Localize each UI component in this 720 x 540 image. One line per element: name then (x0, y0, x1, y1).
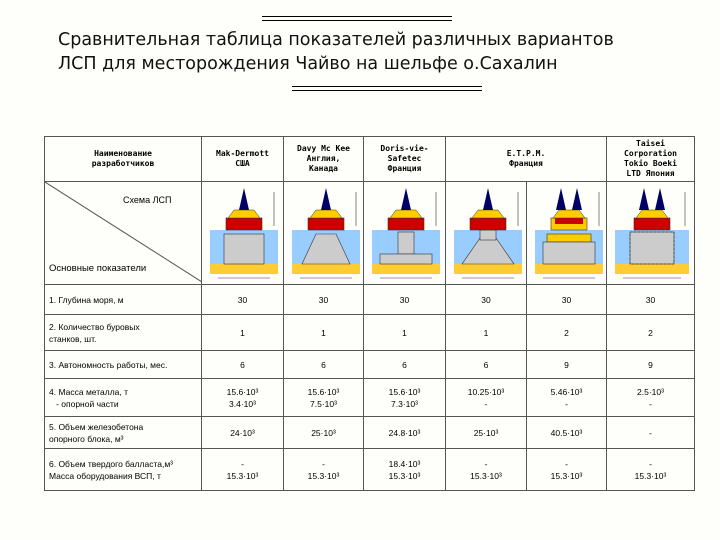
cell-value: 1 (240, 327, 245, 338)
platform-schematic-icon (204, 182, 284, 282)
cell-value: 15.6·10³ (226, 386, 259, 397)
cell-value: 10.25·10³ (467, 386, 505, 397)
cell-value: 1 (321, 327, 326, 338)
cell-value: 15.3·10³ (307, 470, 340, 481)
row-label-line-1: 1. Глубина моря, м (49, 294, 124, 305)
cell-value: 30 (237, 294, 248, 305)
header-name-line-1: Наименование (94, 149, 152, 158)
table-row (45, 315, 695, 351)
cell-value: 30 (561, 294, 572, 305)
cell-value: 5.46·10³ (550, 386, 583, 397)
cell-value: - (484, 398, 488, 409)
table-row (45, 285, 695, 315)
table-cell (284, 351, 364, 379)
cell-value: 9 (564, 359, 569, 370)
developer-2-line-2: Англия, (306, 154, 341, 163)
cell-value: - (484, 458, 488, 469)
page-title (58, 28, 708, 76)
cell-value: - (649, 458, 652, 469)
platform-schematic-icon (448, 182, 528, 282)
table-cell (607, 285, 695, 315)
row-label-2 (45, 315, 202, 351)
table-cell (202, 417, 284, 449)
table-cell (202, 285, 284, 315)
developer-3-line-3: Франция (387, 164, 422, 173)
developer-2-line-3: Канада (309, 164, 338, 173)
table-cell (446, 449, 527, 491)
page-title-line-2: ЛСП для месторождения Чайво на шельфе о.Сахалин (58, 54, 558, 74)
table-cell (364, 315, 446, 351)
table-cell (446, 417, 527, 449)
table-cell (527, 417, 607, 449)
row-label-line-1: 6. Объем твердого балласта,м³ (49, 458, 174, 469)
cell-value: 7.3·10³ (391, 398, 418, 409)
main-indicators-label: Основные показатели (49, 263, 147, 274)
table-cell (446, 285, 527, 315)
table-cell (284, 417, 364, 449)
table-row (45, 449, 695, 491)
schema-picture-6 (607, 182, 695, 285)
header-developer-3 (364, 137, 446, 182)
developer-5-line-3: Tokio Boeki (624, 159, 677, 168)
header-row (45, 137, 695, 182)
page-title-line-1: Сравнительная таблица показателей различных вариантов (58, 30, 614, 50)
title-rule-top-2 (262, 20, 452, 21)
cell-value: 6 (402, 359, 407, 370)
row-label-line-2: Масса оборудования ВСП, т (49, 470, 161, 481)
schema-picture-4 (446, 182, 527, 285)
table-cell (527, 315, 607, 351)
developer-1-line-1: Mak-Dermott (216, 149, 269, 158)
cell-value: - (649, 398, 652, 409)
cell-value: 25·10³ (473, 427, 499, 438)
row-label-line-1: 4. Масса металла, т (49, 386, 129, 397)
cell-value: 15.3·10³ (634, 470, 667, 481)
cell-value: 15.3·10³ (226, 470, 259, 481)
platform-schematic-icon (366, 182, 446, 282)
cell-value: 1 (402, 327, 407, 338)
title-rule-bottom-1 (292, 86, 482, 87)
cell-value: - (241, 458, 244, 469)
table-row (45, 417, 695, 449)
cell-value: 24.8·10³ (388, 427, 421, 438)
table-row (45, 379, 695, 417)
row-label-6 (45, 449, 202, 491)
schema-label-cell (45, 182, 202, 285)
header-developer-2 (284, 137, 364, 182)
table-row (45, 351, 695, 379)
cell-value: 30 (399, 294, 410, 305)
table-cell (364, 449, 446, 491)
table-cell (202, 449, 284, 491)
cell-value: 15.6·10³ (388, 386, 421, 397)
table-cell (364, 285, 446, 315)
cell-value: 6 (321, 359, 326, 370)
cell-value: 30 (481, 294, 491, 305)
cell-value: 30 (645, 294, 656, 305)
platform-schematic-icon (286, 182, 366, 282)
header-name-cell (45, 137, 202, 182)
table-cell (607, 379, 695, 417)
cell-value: 1 (483, 327, 489, 338)
table-cell (527, 351, 607, 379)
cell-value: 2.5·10³ (637, 386, 664, 397)
developer-5-line-4: LTD Япония (626, 169, 675, 178)
table-cell (202, 351, 284, 379)
cell-value: 2 (564, 327, 569, 338)
developer-4-line-1: E.T.P.M. (506, 149, 546, 158)
title-rule-bottom-2 (292, 90, 482, 91)
cell-value: 30 (318, 294, 329, 305)
table-cell (284, 285, 364, 315)
row-label-line-2: станков, шт. (49, 333, 97, 344)
developer-2-line-1: Davy Mc Kee (297, 144, 350, 153)
header-developer-5 (607, 137, 695, 182)
schema-row (45, 182, 695, 285)
title-rule-top-1 (262, 16, 452, 17)
table-cell (284, 379, 364, 417)
row-label-1 (45, 285, 202, 315)
cell-value: 25·10³ (311, 427, 336, 438)
table-cell (607, 449, 695, 491)
cell-value: 15.3·10³ (388, 470, 421, 481)
platform-schematic-icon (609, 182, 695, 282)
row-label-5 (45, 417, 202, 449)
developer-4-line-2: Франция (509, 159, 543, 168)
row-label-3 (45, 351, 202, 379)
row-label-line-1: 2. Количество буровых (49, 321, 140, 332)
cell-value: - (649, 427, 652, 438)
table-cell (527, 285, 607, 315)
row-label-line-1: 3. Автономность работы, мес. (49, 359, 168, 370)
schema-label: Схема ЛСП (123, 195, 172, 205)
table-cell (527, 449, 607, 491)
table-cell (446, 315, 527, 351)
table-cell (607, 351, 695, 379)
table-cell (284, 449, 364, 491)
cell-value: 24·10³ (230, 427, 255, 438)
schema-picture-3 (364, 182, 446, 285)
row-label-4 (45, 379, 202, 417)
schema-picture-5 (527, 182, 607, 285)
cell-value: - (565, 458, 568, 469)
cell-value: 18.4·10³ (388, 458, 421, 469)
row-label-line-2: опорного блока, м³ (49, 433, 124, 444)
cell-value: 9 (648, 359, 653, 370)
table-cell (446, 379, 527, 417)
developer-1-line-2: США (235, 159, 250, 168)
developer-5-line-1: Taisei (636, 139, 665, 148)
cell-value: 15.6·10³ (307, 386, 340, 397)
table-cell (284, 315, 364, 351)
platform-schematic-icon (529, 182, 609, 282)
cell-value: 6 (483, 359, 489, 370)
row-label-line-1: 5. Объем железобетона (49, 421, 144, 432)
table-cell (364, 351, 446, 379)
developer-3-line-2: Safetec (387, 154, 422, 163)
cell-value: 40.5·10³ (550, 427, 583, 438)
cell-value: 15.3·10³ (470, 470, 502, 481)
table-cell (446, 351, 527, 379)
header-name-line-2: разработчиков (91, 159, 155, 168)
cell-value: - (565, 398, 568, 409)
table-cell (607, 417, 695, 449)
cell-value: 6 (240, 359, 245, 370)
table-cell (364, 379, 446, 417)
schema-picture-1 (202, 182, 284, 285)
table-cell (202, 379, 284, 417)
developer-3-line-1: Doris-vie- (380, 144, 429, 153)
row-label-line-2: - опорной части (49, 398, 119, 409)
header-developer-4 (446, 137, 607, 182)
cell-value: 2 (648, 327, 653, 338)
developer-5-line-2: Corporation (624, 149, 677, 158)
table-cell (364, 417, 446, 449)
comparison-table (44, 136, 695, 491)
table-cell (202, 315, 284, 351)
cell-value: 3.4·10³ (229, 398, 256, 409)
table-cell (607, 315, 695, 351)
schema-picture-2 (284, 182, 364, 285)
cell-value: - (322, 458, 325, 469)
header-developer-1 (202, 137, 284, 182)
cell-value: 15.3·10³ (550, 470, 583, 481)
cell-value: 7.5·10³ (310, 398, 337, 409)
table-cell (527, 379, 607, 417)
